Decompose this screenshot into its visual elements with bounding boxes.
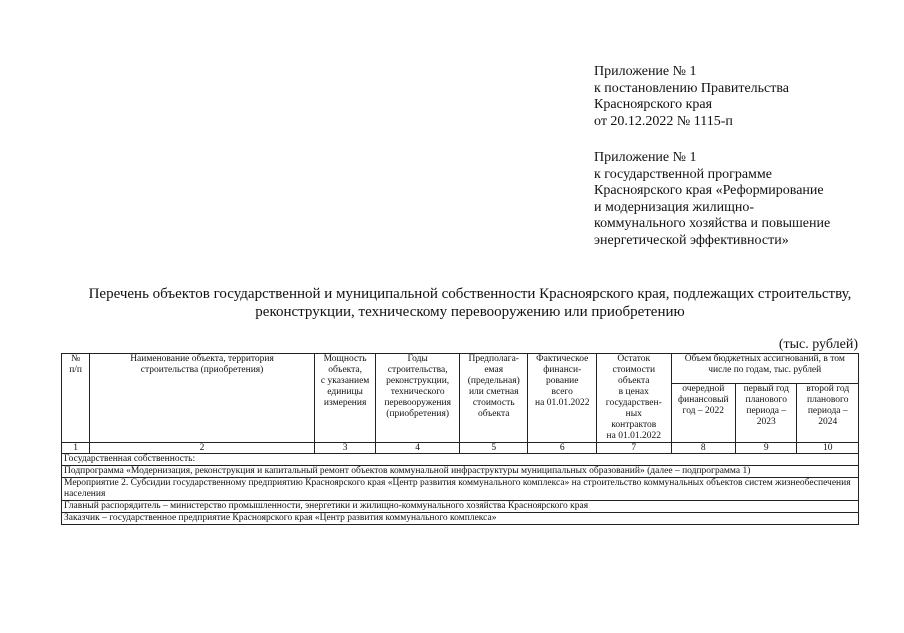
appendix-line: Приложение № 1 (594, 64, 697, 79)
column-number: 3 (314, 443, 375, 454)
header-row (62, 354, 859, 384)
appendix-line: к государственной программе (594, 166, 772, 182)
table-row (62, 454, 859, 466)
column-number: 6 (528, 443, 597, 454)
title-line: реконструкции, техническому перевооружению или приобретению (255, 304, 685, 320)
column-number: 5 (459, 443, 528, 454)
table-row (62, 478, 859, 501)
appendix-line: и модернизация жилищно- (594, 199, 755, 215)
header-year-2024: второй год планового периода – 2024 (797, 384, 859, 443)
table-row (62, 466, 859, 478)
column-number: 2 (90, 443, 315, 454)
header-remaining-cost: Остаток стоимости объекта в ценах государствен- ных контрактов на 01.01.2022 (597, 354, 672, 443)
column-number: 4 (376, 443, 460, 454)
appendix-line: Красноярского края «Реформирование (594, 183, 824, 198)
appendix-line: Красноярского края (594, 97, 713, 112)
column-numbers-row (62, 443, 859, 454)
header-capacity: Мощность объекта, с указанием единицы измерения (314, 354, 375, 443)
column-number: 8 (671, 443, 735, 454)
row-chief-manager: Главный распорядитель – министерство промышленности, энергетики и жилищно-коммунального хозяйства Красноярского края (62, 501, 859, 513)
row-measure: Мероприятие 2. Субсидии государственному предприятию Красноярского края «Центр развития коммунального комплекса» на строительство коммунальных объектов систем жизнеобеспечения населения (62, 478, 859, 501)
header-budget: Объем бюджетных ассигнований, в том числе по годам, тыс. рублей (671, 354, 858, 384)
appendix-resolution (594, 64, 789, 130)
row-subprogram: Подпрограмма «Модернизация, реконструкция и капитальный ремонт объектов коммунальной инфраструктуры муниципальных образований» (далее – подпрограмма 1) (62, 466, 859, 478)
appendix-line: энергетической эффективности» (594, 232, 789, 248)
row-customer: Заказчик – государственное предприятие Красноярского края «Центр развития коммунального комплекса» (62, 513, 859, 525)
column-number: 1 (62, 443, 90, 454)
appendix-line: коммунального хозяйства и повышение (594, 216, 831, 231)
header-years: Годы строительства, реконструкции, технического перевооружения (приобретения) (376, 354, 460, 443)
appendix-line: Приложение № 1 (594, 150, 697, 165)
header-year-2023: первый год планового периода – 2023 (736, 384, 797, 443)
table-row (62, 513, 859, 525)
column-number: 9 (736, 443, 797, 454)
header-year-2022: очередной финансовый год – 2022 (671, 384, 735, 443)
header-actual-funding: Фактическое финанси- рование всего на 01.01.2022 (528, 354, 597, 443)
title-line: Перечень объектов государственной и муниципальной собственности Красноярского края, подлежащих строительству, (88, 286, 852, 302)
table-row (62, 501, 859, 513)
column-number: 7 (597, 443, 672, 454)
appendix-line: к постановлению Правительства (594, 80, 790, 96)
appendix-program (594, 150, 830, 249)
column-number: 10 (797, 443, 859, 454)
header-num: № п/п (62, 354, 90, 443)
objects-table (61, 353, 859, 525)
appendix-line: от 20.12.2022 № 1115-п (594, 113, 733, 129)
row-state-property: Государственная собственность: (62, 454, 859, 466)
unit-label: (тыс. рублей) (778, 337, 858, 352)
header-name: Наименование объекта, территория строительства (приобретения) (90, 354, 315, 443)
header-estimated-cost: Предполага- емая (предельная) или сметная стоимость объекта (459, 354, 528, 443)
document-title (40, 285, 900, 321)
